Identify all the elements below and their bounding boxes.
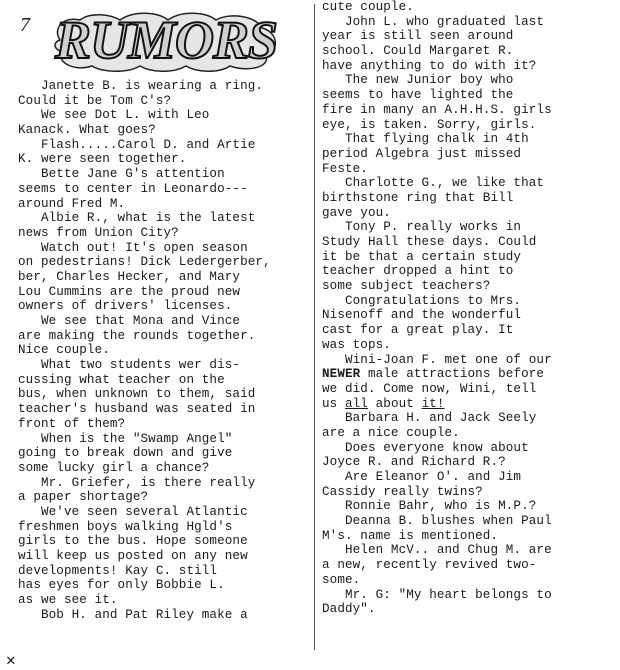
text-line: cussing what teacher on the: [18, 372, 225, 387]
text-line: us all about it!: [322, 396, 445, 411]
text-line: freshmen boys walking Hgld's: [18, 519, 233, 534]
text-line: Charlotte G., we like that: [322, 176, 545, 191]
text-line: Lou Cummins are the proud new: [18, 284, 241, 299]
text-line: are making the rounds together.: [18, 328, 256, 343]
text-line: Are Eleanor O'. and Jim: [322, 470, 522, 484]
text-line: some lucky girl a chance?: [18, 460, 210, 475]
text-line: gave you.: [322, 205, 391, 220]
masthead-title: RUMORS: [54, 10, 278, 70]
text-line: developments! Kay C. still: [18, 563, 218, 578]
text-line: fire in many an A.H.H.S. girls: [322, 102, 552, 117]
page-number: 7: [20, 14, 30, 36]
text-line: cast for a great play. It: [322, 323, 514, 338]
text-line: girls to the bus. Hope someone: [18, 534, 248, 549]
text-line: teacher dropped a hint to: [322, 264, 514, 279]
text-line: some.: [322, 572, 361, 587]
corner-mark: ✕: [6, 652, 16, 670]
text-line: a paper shortage?: [18, 490, 149, 505]
text-line: was tops.: [322, 337, 391, 352]
text-line: Daddy".: [322, 602, 376, 617]
text-line: seems to have lighted the: [322, 88, 514, 103]
text-line: cute couple.: [322, 0, 414, 14]
text-line: birthstone ring that Bill: [322, 190, 514, 205]
text-line: have anything to do with it?: [322, 58, 537, 73]
text-line: year is still seen around: [322, 29, 514, 44]
text-line: John L. who graduated last: [322, 14, 545, 29]
text-line: news from Union City?: [18, 225, 179, 240]
text-line: a new, recently revived two-: [322, 558, 537, 573]
text-line: Watch out! It's open season: [18, 240, 248, 255]
text-line: Nisenoff and the wonderful: [322, 308, 522, 323]
text-line: That flying chalk in 4th: [322, 132, 529, 147]
text-line: we did. Come now, Wini, tell: [322, 381, 537, 396]
text-line: Barbara H. and Jack Seely: [322, 411, 537, 426]
text-line: bus, when unknown to them, said: [18, 387, 256, 402]
text-line: period Algebra just missed: [322, 146, 522, 161]
text-line: Flash.....Carol D. and Artie: [18, 137, 256, 152]
text-line: Does everyone know about: [322, 440, 529, 455]
text-line: Study Hall these days. Could: [322, 235, 537, 249]
text-line: Could it be Tom C's?: [18, 93, 172, 108]
text-line: What two students wer dis-: [18, 358, 241, 373]
text-line: Deanna B. blushes when Paul: [322, 514, 552, 529]
text-line: Albie R., what is the latest: [18, 211, 256, 226]
text-line: We see that Mona and Vince: [18, 314, 241, 328]
text-line: has eyes for only Bobbie L.: [18, 578, 225, 593]
right-column: [322, 0, 614, 617]
text-line: Kanack. What goes?: [18, 123, 156, 138]
text-line: around Fred M.: [18, 196, 126, 211]
text-line: Nice couple.: [18, 343, 110, 358]
text-line: teacher's husband was seated in: [18, 402, 256, 417]
text-line: owners of drivers' licenses.: [18, 299, 233, 314]
text-line: Cassidy really twins?: [322, 484, 483, 499]
text-line: Helen McV.. and Chug M. are: [322, 543, 552, 558]
text-line: front of them?: [18, 416, 126, 431]
text-line: M's. name is mentioned.: [322, 528, 499, 543]
column-divider: [314, 4, 315, 650]
text-line: K. were seen together.: [18, 152, 187, 167]
text-line: We see Dot L. with Leo: [18, 108, 210, 123]
text-line: ber, Charles Hecker, and Mary: [18, 269, 241, 284]
text-line: Congratulations to Mrs.: [322, 293, 522, 308]
text-line: as we see it.: [18, 593, 118, 608]
text-line: The new Junior boy who: [322, 73, 514, 88]
text-line: Wini-Joan F. met one of our: [322, 352, 552, 367]
text-line: seems to center in Leonardo---: [18, 181, 248, 196]
text-line: Joyce R. and Richard R.?: [322, 455, 506, 470]
text-line: When is the "Swamp Angel": [18, 431, 233, 446]
text-line: Bette Jane G's attention: [18, 167, 225, 182]
text-line: are a nice couple.: [322, 425, 460, 440]
text-line: going to break down and give: [18, 446, 233, 461]
text-line: We've seen several Atlantic: [18, 504, 248, 519]
text-line: Mr. G: "My heart belongs to: [322, 587, 552, 602]
text-line: Feste.: [322, 161, 368, 176]
text-line: Janette B. is wearing a ring.: [18, 79, 264, 93]
text-line: some subject teachers?: [322, 279, 491, 294]
text-line: NEWER male attractions before: [322, 367, 545, 382]
text-line: Tony P. really works in: [322, 220, 522, 235]
left-column: [18, 79, 310, 622]
text-line: it be that a certain study: [322, 249, 522, 264]
text-line: Mr. Griefer, is there really: [18, 475, 256, 490]
text-line: eye, is taken. Sorry, girls.: [322, 117, 537, 132]
rumors-masthead: [50, 10, 282, 72]
text-line: Ronnie Bahr, who is M.P.?: [322, 499, 537, 514]
text-line: on pedestrians! Dick Ledergerber,: [18, 255, 271, 270]
text-line: will keep us posted on any new: [18, 549, 248, 563]
text-line: school. Could Margaret R.: [322, 44, 514, 59]
text-line: Bob H. and Pat Riley make a: [18, 607, 248, 622]
